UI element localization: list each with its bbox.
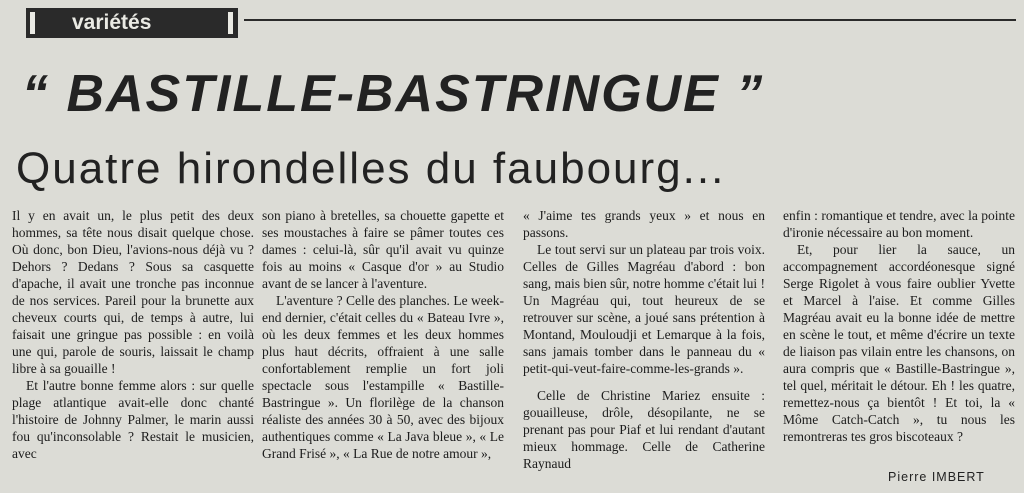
author-signature: Pierre IMBERT	[888, 470, 985, 484]
paragraph: Il y en avait un, le plus petit des deux hommes, sa tête nous disait quelque chose. Où donc, bon Dieu, l'avions-nous déjà vu ? Dehors ? Dedans ? Sous sa casquette d'apache, il avait une tronche pas inconnue de nos services. Pareil pour la brunette aux cheveux courts qui, de temps à autre, lui faisait une gringue pas possible : en voilà une qui, parole de souris, laissait le champ libre à sa gouaille !	[12, 208, 254, 376]
text-column-4	[783, 207, 1015, 445]
paragraph: Et l'autre bonne femme alors : sur quelle plage atlantique avait-elle donc chanté l'histoire de Johnny Palmer, le marin aussi fou qu'inconsolable ? Restait le musicien, avec	[12, 378, 254, 461]
rubric-bar-right	[228, 12, 233, 34]
rubric-bar-left	[30, 12, 35, 34]
text-column-2	[262, 207, 504, 462]
paragraph: Et, pour lier la sauce, un accompagnement accordéonesque signé Serge Rigolet à vous faire oublier Yvette et Marcel à l'aise. Et comme Gilles Magréau avait eu la bonne idée de mettre en scène le tout, et même d'écrire un texte de liaison pas vilain entre les chansons, on aura compris que « Bastille-Bastringue », tel quel, méritait le détour. Eh ! les quatre, remettez-nous ça bientôt ! Et toi, la « Môme Catch-Catch », tu nous les remontreras tes gros biscoteaux ?	[783, 242, 1015, 444]
paragraph: « J'aime tes grands yeux » et nous en passons.	[523, 208, 765, 240]
paragraph: enfin : romantique et tendre, avec la pointe d'ironie nécessaire au bon moment.	[783, 208, 1015, 240]
paragraph: L'aventure ? Celle des planches. Le week-end dernier, c'était celles du « Bateau Ivre », où les deux femmes et les deux hommes plus haut décrits, offraient à une salle confortablement remplie un fort joli spectacle sous l'estampille « Bastille-Bastringue ». Un florilège de la chanson réaliste des années 30 à 50, avec des bijoux authentiques comme « La Java bleue », « Le Grand Frisé », « La Rue de notre amour »,	[262, 293, 504, 461]
paragraph: Celle de Christine Mariez ensuite : gouailleuse, drôle, désopilante, ne se prenant pas pour Piaf et lui rendant d'autant mieux hommage. Celle de Catherine Raynaud	[523, 388, 765, 471]
paragraph: son piano à bretelles, sa chouette gapette et ses moustaches à faire se pâmer toutes ces dames : celui-là, sûr qu'il avait vu quinze fois au moins « Casque d'or » au Studio avant de se lancer à l'aventure.	[262, 208, 504, 291]
text-column-3	[523, 207, 765, 472]
text-column-1	[12, 207, 254, 462]
paragraph-gap	[523, 377, 765, 387]
header-rule	[244, 19, 1016, 21]
paragraph: Le tout servi sur un plateau par trois voix. Celles de Gilles Magréau d'abord : bon sang, mais bien sûr, notre homme c'était lui ! Un Magréau qui, tout heureux de se retrouver sur scène, a joué sans prétention à Montand, Mouloudji et Lemarque à la fois, sans jamais tomber dans le panneau du « petit-qui-veut-faire-comme-les-grands ».	[523, 242, 765, 376]
section-rubric	[26, 8, 238, 38]
article-subheadline: Quatre hirondelles du faubourg...	[16, 144, 726, 193]
article-headline: “ BASTILLE-BASTRINGUE ”	[22, 65, 765, 123]
section-rubric-label: variétés	[72, 11, 152, 34]
